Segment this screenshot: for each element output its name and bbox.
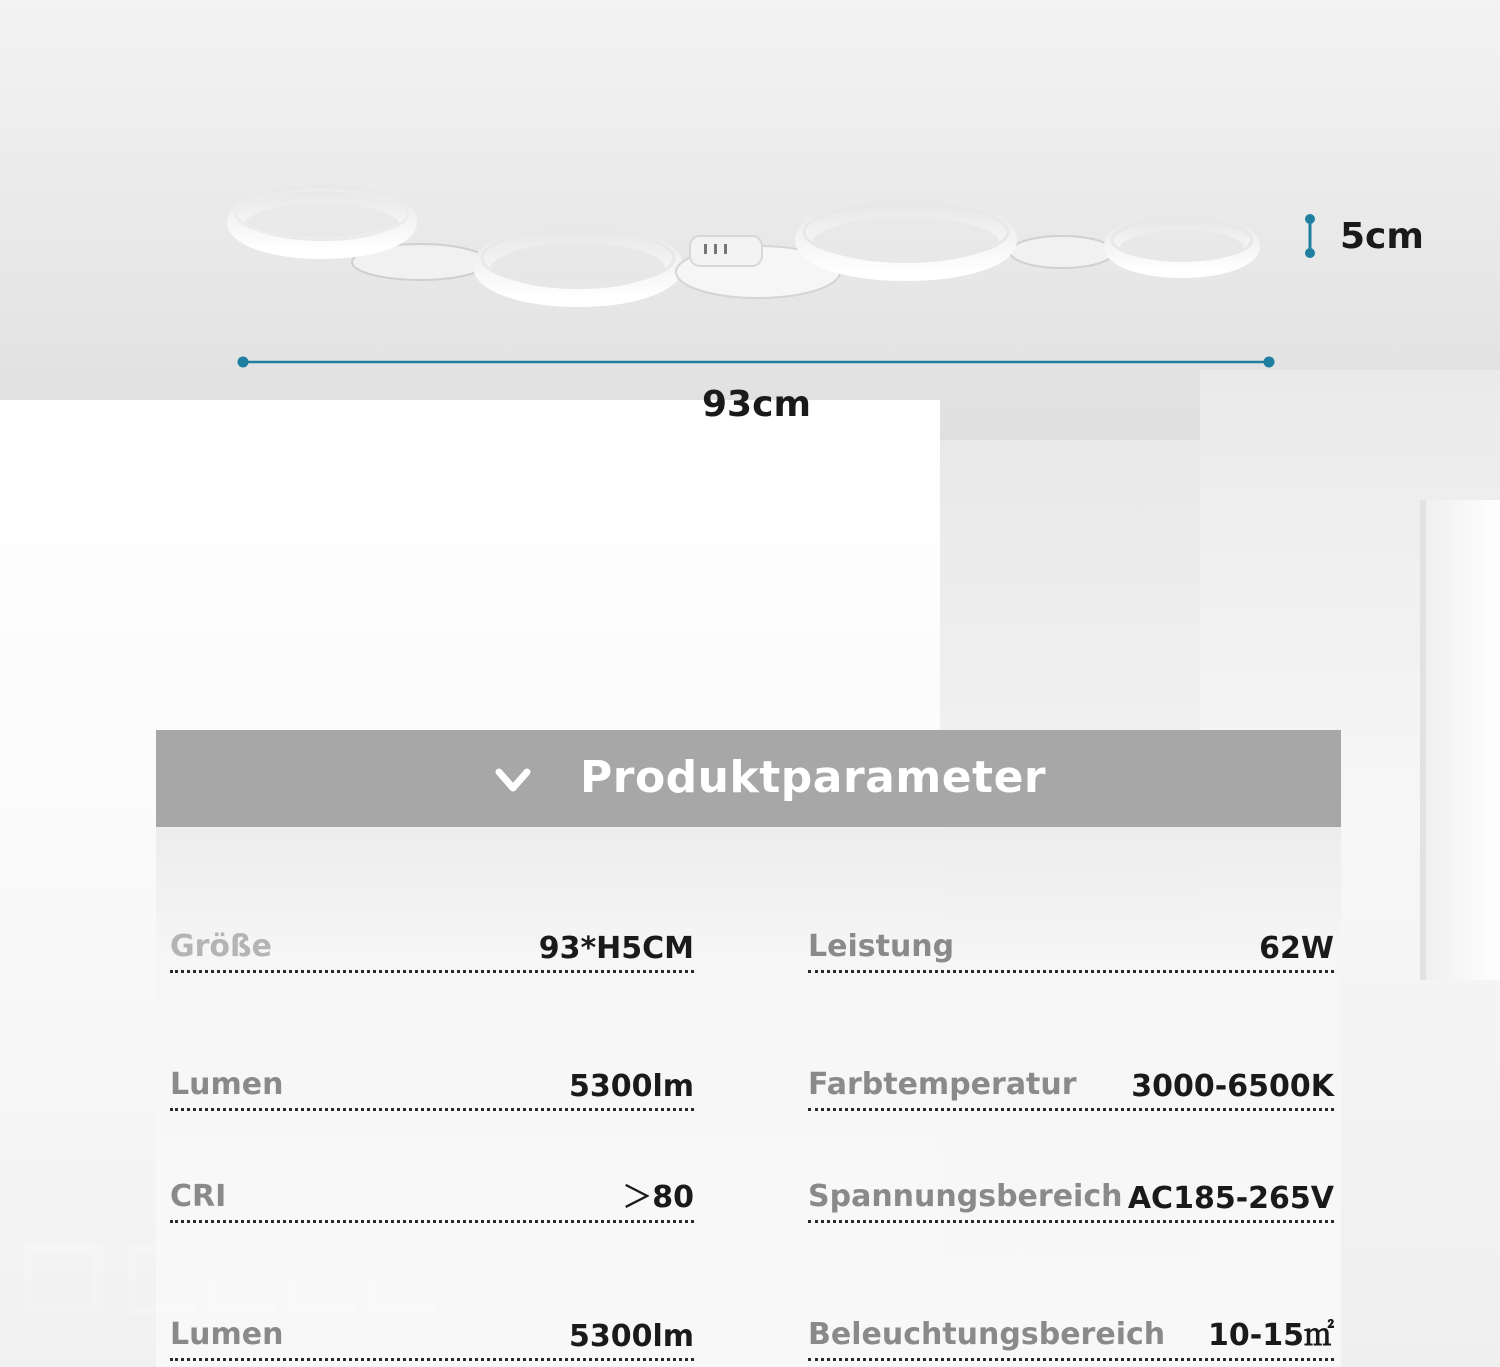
param-label: Leistung [808, 929, 955, 964]
param-label: Größe [170, 929, 272, 964]
param-label: Spannungsbereich [808, 1179, 1123, 1214]
param-label: Lumen [170, 1317, 284, 1352]
param-row-color-temperature [808, 1068, 1334, 1111]
params-title: Produktparameter [580, 752, 1047, 803]
param-label: Lumen [170, 1067, 284, 1102]
param-row-power [808, 930, 1334, 973]
param-row-lumen [170, 1068, 694, 1111]
height-label: 5cm [1340, 216, 1424, 257]
width-label: 93cm [702, 384, 811, 425]
param-value: ＞80 [622, 1180, 694, 1215]
watermark-logo [22, 1238, 442, 1358]
width-dimension-marker [236, 352, 1276, 372]
param-label: Farbtemperatur [808, 1067, 1077, 1102]
param-row-size [170, 930, 694, 973]
param-value: 5300lm [568, 1069, 694, 1104]
param-row-illumination-area [808, 1318, 1334, 1361]
ceiling-lamp-image [0, 0, 1500, 320]
param-row-cri [170, 1180, 694, 1223]
param-value: 62W [1259, 931, 1334, 966]
param-value: 5300lm [568, 1319, 694, 1354]
window [1420, 500, 1500, 980]
height-dimension-marker [1300, 214, 1320, 258]
param-label: CRI [170, 1179, 227, 1214]
param-value: AC185-265V [1127, 1181, 1334, 1216]
param-row-voltage-range [808, 1180, 1334, 1223]
param-value: 10-15㎡ [1208, 1318, 1334, 1353]
param-label: Beleuchtungsbereich [808, 1317, 1166, 1352]
param-value: 3000-6500K [1131, 1069, 1334, 1104]
chevron-down-icon [494, 766, 532, 796]
param-value: 93*H5CM [538, 931, 694, 966]
